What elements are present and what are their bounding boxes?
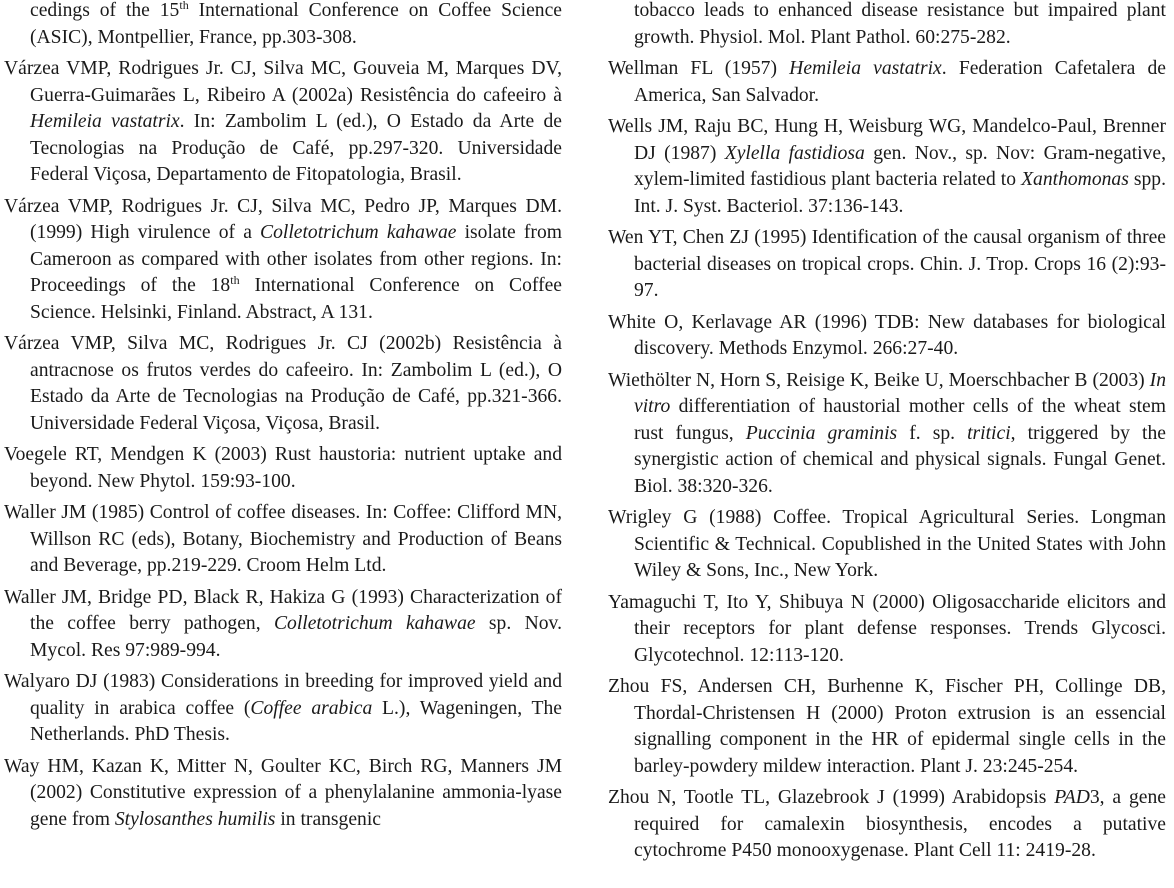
reference-entry: tobacco leads to enhanced disease resistance but impaired plant growth. Physiol. Mol. Plant Pathol. 60:275-282. (634, 0, 1166, 48)
reference-entry: cedings of the 15th International Conference on Coffee Science (ASIC), Montpellier, France, pp.303-308. (30, 0, 562, 48)
reference-entry: Way HM, Kazan K, Mitter N, Goulter KC, Birch RG, Manners JM (2002) Constitutive expression of a phenylalanine ammonia-lyase gene from Stylosanthes humilis in transgenic (4, 755, 562, 830)
reference-entry: White O, Kerlavage AR (1996) TDB: New databases for biological discovery. Methods Enzymol. 266:27-40. (608, 311, 1166, 359)
reference-entry: Wen YT, Chen ZJ (1995) Identification of the causal organism of three bacterial diseases on tropical crops. Chin. J. Trop. Crops 16 (2):93-97. (608, 227, 1166, 301)
reference-entry: Wellman FL (1957) Hemileia vastatrix. Federation Cafetalera de America, San Salvador. (608, 58, 1166, 106)
reference-entry: Zhou N, Tootle TL, Glazebrook J (1999) Arabidopsis PAD3, a gene required for camalexin biosynthesis, encodes a putative cytochrome P450 monooxygenase. Plant Cell 11: 2419-28. (608, 787, 1166, 861)
reference-entry: Zhou FS, Andersen CH, Burhenne K, Fischer PH, Collinge DB, Thordal-Christensen H (2000) Proton extrusion is an essencial signalling component in the HR of epidermal single cells in the barley-powdery mildew interaction. Plant J. 23:245-254. (608, 676, 1166, 777)
references-left-column (4, 0, 562, 838)
reference-entry: Várzea VMP, Silva MC, Rodrigues Jr. CJ (2002b) Resistência à antracnose os frutos verdes do cafeeiro. In: Zambolim L (ed.), O Estado da Arte de Tecnologias na Produção de Café, pp.321-366. Universidade Federal Viçosa, Viçosa, Brasil. (4, 333, 562, 434)
reference-entry: Yamaguchi T, Ito Y, Shibuya N (2000) Oligosaccharide elicitors and their receptors for plant defense responses. Trends Glycosci. Glycotechnol. 12:113-120. (608, 591, 1166, 666)
reference-entry: Várzea VMP, Rodrigues Jr. CJ, Silva MC, Gouveia M, Marques DV, Guerra-Guimarães L, Ribeiro A (2002a) Resistência do cafeeiro à Hemileia vastatrix. In: Zambolim L (ed.), O Estado da Arte de Tecnologias na Produção de Café, pp.297-320. Universidade Federal Viçosa, Departamento de Fitopatologia, Brasil. (4, 58, 562, 185)
reference-entry: Waller JM (1985) Control of coffee diseases. In: Coffee: Clifford MN, Willson RC (eds), Botany, Biochemistry and Production of Beans and Beverage, pp.219-229. Croom Helm Ltd. (4, 502, 562, 576)
reference-entry: Voegele RT, Mendgen K (2003) Rust haustoria: nutrient uptake and beyond. New Phytol. 159:93-100. (4, 444, 562, 492)
references-right-column (608, 0, 1166, 870)
reference-entry: Waller JM, Bridge PD, Black R, Hakiza G (1993) Characterization of the coffee berry pathogen, Colletotrichum kahawae sp. Nov. Mycol. Res 97:989-994. (4, 586, 562, 661)
reference-entry: Walyaro DJ (1983) Considerations in breeding for improved yield and quality in arabica coffee (Coffee arabica L.), Wageningen, The Netherlands. PhD Thesis. (4, 671, 562, 745)
reference-entry: Wells JM, Raju BC, Hung H, Weisburg WG, Mandelco-Paul, Brenner DJ (1987) Xylella fastidiosa gen. Nov., sp. Nov: Gram-negative, xylem-limited fastidious plant bacteria related to Xanthomonas spp. Int. J. Syst. Bacteriol. 37:136-143. (608, 116, 1167, 217)
reference-entry: Wiethölter N, Horn S, Reisige K, Beike U, Moerschbacher B (2003) In vitro differentiation of haustorial mother cells of the wheat stem rust fungus, Puccinia graminis f. sp. tritici, triggered by the synergistic action of chemical and physical signals. Fungal Genet. Biol. 38:320-326. (608, 369, 1166, 497)
reference-entry: Várzea VMP, Rodrigues Jr. CJ, Silva MC, Pedro JP, Marques DM. (1999) High virulence of a Colletotrichum kahawae isolate from Cameroon as compared with other isolates from other regions. In: Proceedings of the 18th International Conference on Coffee Science. Helsinki, Finland. Abstract, A 131. (4, 195, 562, 323)
reference-entry: Wrigley G (1988) Coffee. Tropical Agricultural Series. Longman Scientific & Technical. Copublished in the United States with John Wiley & Sons, Inc., New York. (608, 507, 1166, 581)
